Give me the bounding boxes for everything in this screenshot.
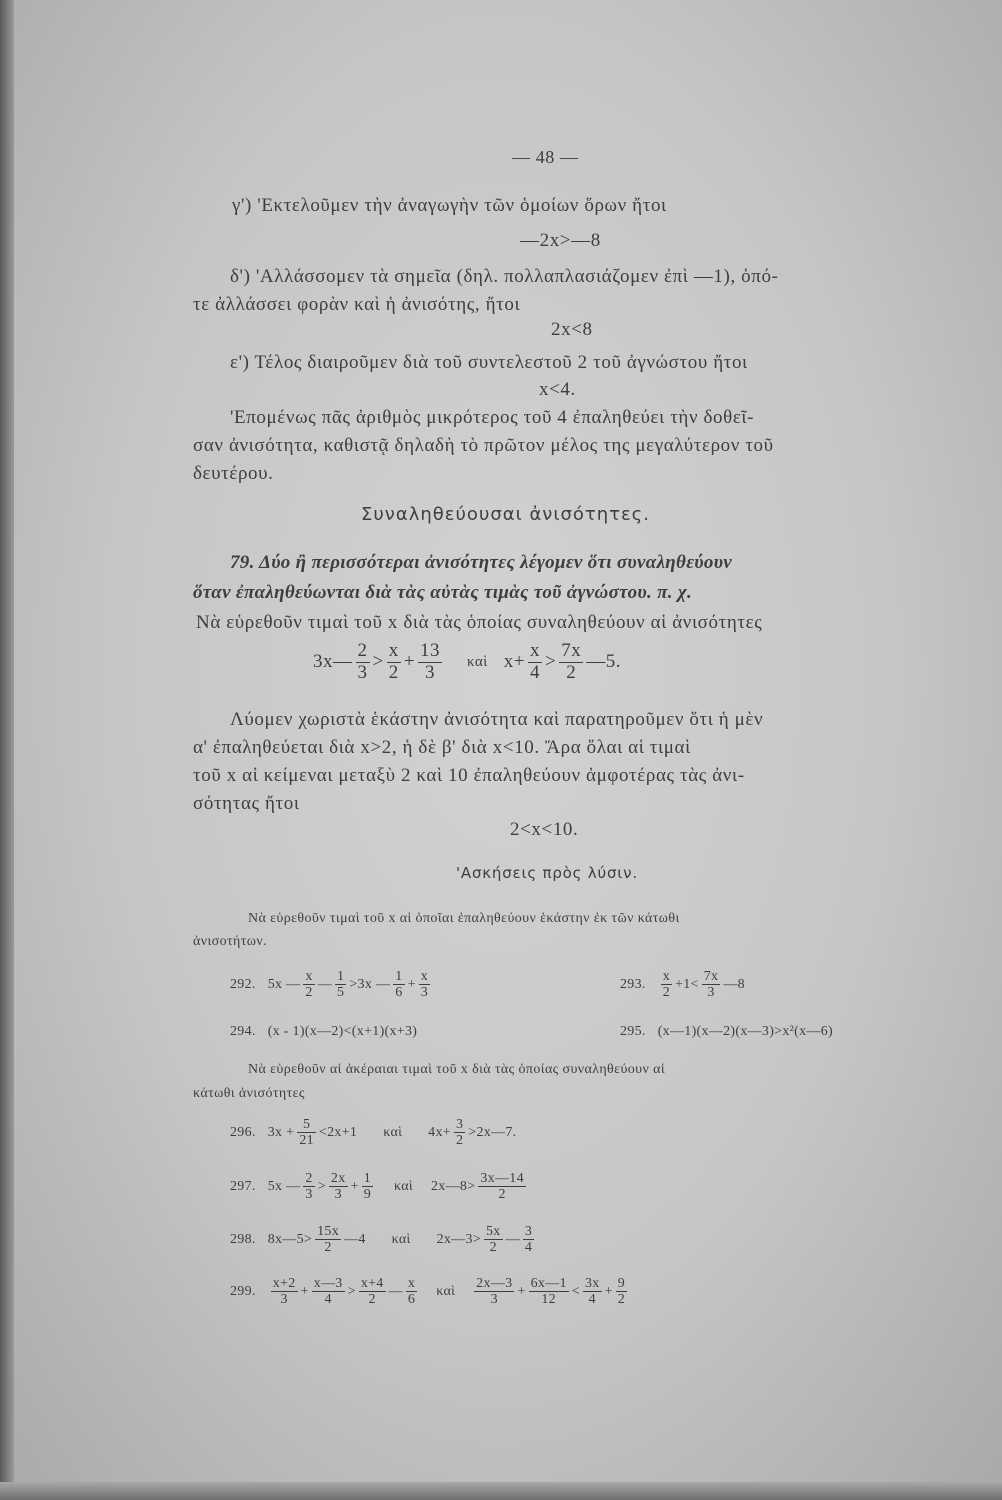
numerator: x+4 — [360, 1276, 384, 1291]
fraction — [393, 969, 404, 1001]
denominator: 6 — [395, 985, 403, 1001]
denominator: 3 — [334, 1187, 342, 1203]
ex-term: 3x + — [267, 1124, 295, 1140]
ex-term: > — [544, 651, 557, 673]
numerator: 3 — [524, 1224, 533, 1239]
denominator: 3 — [357, 661, 368, 683]
ex-term: — — [317, 976, 333, 992]
fraction — [484, 1224, 503, 1256]
ex-term: — — [388, 1283, 403, 1299]
solution-line-2: α' ἐπαληθεύεται διὰ x>2, ἡ δὲ β' διὰ x<10. Ἄρα ὅλαι αἱ τιμαὶ — [193, 737, 691, 758]
denominator: 21 — [299, 1133, 314, 1149]
fraction — [616, 1276, 627, 1308]
denominator: 2 — [455, 1133, 464, 1149]
step-gamma: γ') 'Εκτελοῦμεν τὴν ἀναγωγὴν τῶν ὁμοίων ὅρων ἤτοι — [232, 195, 667, 216]
ex-term: + — [350, 1178, 359, 1194]
exercise-number: 293. — [620, 976, 646, 992]
numerator: x — [420, 969, 429, 984]
numerator: 1 — [363, 1171, 372, 1186]
fraction — [356, 641, 370, 684]
denominator: 3 — [420, 985, 429, 1001]
denominator: 4 — [529, 661, 540, 683]
numerator: x—3 — [313, 1276, 343, 1291]
numerator: 2 — [357, 640, 368, 661]
denominator: 3 — [424, 661, 435, 683]
numerator: 7x — [703, 969, 719, 984]
example-inequalities — [313, 641, 621, 684]
fraction — [362, 1171, 373, 1203]
ex-term: < — [571, 1283, 580, 1299]
denominator: 2 — [388, 661, 399, 683]
ex-term: 4x+ — [428, 1124, 451, 1140]
step-epsilon: ε') Τέλος διαιροῦμεν διὰ τοῦ συντελεστοῦ 2 τοῦ ἀγνώστου ἤτοι — [230, 352, 748, 373]
fraction — [702, 969, 721, 1001]
numerator: 3x—14 — [480, 1171, 524, 1186]
ex-term: 5x — — [267, 976, 301, 992]
fraction — [315, 1224, 341, 1256]
example-intro: Νὰ εὑρεθοῦν τιμαὶ τοῦ x διὰ τὰς ὁποίας συναληθεύουν αἱ ἀνισότητες — [196, 612, 763, 633]
ex-term: 2x—3> — [436, 1231, 481, 1247]
ex-term: + — [300, 1283, 309, 1299]
fraction — [529, 1276, 569, 1308]
numerator: 2x — [330, 1171, 346, 1186]
ex-term: —4 — [344, 1231, 366, 1247]
numerator: 5x — [485, 1224, 501, 1239]
ex-term: 2x—8> — [430, 1178, 476, 1194]
denominator: 3 — [280, 1292, 288, 1308]
ex-term: —8 — [723, 976, 745, 992]
ex-term: 8x—5> — [267, 1231, 313, 1247]
denominator: 2 — [662, 985, 671, 1001]
ex-expression: (x—1)(x—2)(x—3)>x²(x—6) — [657, 1024, 833, 1039]
numerator: 3 — [455, 1117, 464, 1132]
equation-delta: 2x<8 — [551, 319, 593, 340]
solution-line-3: τοῦ x αἱ κείμεναι μεταξὺ 2 καὶ 10 ἐπαληθεύουν ἀμφοτέρας τὰς ἀνι- — [193, 765, 745, 786]
ex-term: +1< — [675, 976, 699, 992]
ex-term: — — [505, 1231, 520, 1247]
ex-kai: καὶ — [436, 1283, 456, 1299]
ex-term: > — [317, 1178, 326, 1194]
fraction — [418, 641, 442, 684]
ex-term: 3x— — [313, 651, 353, 673]
fraction — [454, 1117, 465, 1149]
denominator: 2 — [617, 1292, 626, 1308]
equation-gamma: —2x>—8 — [520, 230, 601, 251]
exercise-number: 295. — [620, 1024, 646, 1039]
section-title: Συναληθεύουσαι ἀνισότητες. — [361, 504, 650, 525]
exercise-number: 296. — [230, 1124, 256, 1140]
fraction — [474, 1276, 514, 1308]
numerator: 15x — [317, 1224, 340, 1239]
ex-term: >2x—7. — [468, 1124, 517, 1140]
exercise-number: 298. — [230, 1231, 256, 1247]
exercise-293 — [620, 969, 745, 1001]
numerator: x — [529, 640, 540, 661]
ex-term: > — [347, 1283, 356, 1299]
numerator: 2 — [305, 1171, 313, 1186]
fraction — [583, 1276, 602, 1308]
denominator: 2 — [368, 1292, 376, 1308]
ex-term: x+ — [503, 651, 525, 673]
denominator: 2 — [489, 1240, 497, 1256]
fraction — [387, 641, 401, 684]
instruction-2-line-2: κάτωθι ἀνισότητες — [193, 1086, 305, 1101]
denominator: 12 — [541, 1292, 556, 1308]
denominator: 4 — [324, 1292, 332, 1308]
definition-line-2: ὅταν ἐπαληθεύωνται διὰ τὰς αὐτὰς τιμὰς τοῦ ἀγνώστου. π. χ. — [193, 582, 693, 603]
exercise-292 — [230, 969, 433, 1001]
step-delta-line-1: δ') 'Αλλάσσομεν τὰ σημεῖα (δηλ. πολλαπλασιάζομεν ἐπὶ —1), ὁπό- — [230, 266, 779, 287]
fraction — [559, 641, 583, 684]
conclusion-line-3: δευτέρου. — [193, 463, 274, 484]
ex-term: >3x — — [349, 976, 391, 992]
denominator: 3 — [305, 1187, 313, 1203]
numerator: 1 — [395, 969, 403, 984]
instruction-1-line-2: ἀνισοτήτων. — [193, 934, 267, 949]
solution-line-1: Λύομεν χωριστὰ ἑκάστην ἀνισότητα καὶ παρατηροῦμεν ὅτι ἡ μὲν — [230, 709, 764, 730]
fraction — [303, 969, 314, 1001]
instruction-2-line-1: Νὰ εὑρεθοῦν αἱ ἀκέραιαι τιμαὶ τοῦ x διὰ τὰς ὁποίας συναληθεύουν αἱ — [248, 1062, 666, 1077]
page-number: — 48 — — [512, 147, 579, 167]
exercise-number: 294. — [230, 1024, 256, 1039]
exercise-297 — [230, 1171, 529, 1203]
fraction — [528, 641, 542, 684]
exercises-title: 'Ασκήσεις πρὸς λύσιν. — [456, 864, 638, 882]
denominator: 3 — [490, 1292, 498, 1308]
fraction — [523, 1224, 534, 1256]
denominator: 2 — [305, 985, 313, 1001]
conclusion-line-2: σαν ἀνισότητα, καθιστᾷ δηλαδὴ τὸ πρῶτον μέλος της μεγαλύτερον τοῦ — [193, 435, 774, 456]
ex-term: + — [403, 651, 415, 673]
numerator: x+2 — [272, 1276, 296, 1291]
denominator: 4 — [524, 1240, 533, 1256]
ex-term: 5x — — [267, 1178, 301, 1194]
ex-term: + — [604, 1283, 613, 1299]
step-delta-line-2: τε ἀλλάσσει φορὰν καὶ ἡ ἀνισότης, ἤτοι — [193, 294, 521, 315]
fraction — [406, 1276, 417, 1308]
exercise-number: 297. — [230, 1178, 256, 1194]
equation-epsilon: x<4. — [539, 379, 576, 400]
ex-kai: καὶ — [394, 1178, 413, 1194]
fraction — [329, 1171, 348, 1203]
exercise-298 — [230, 1224, 537, 1256]
exercise-299 — [230, 1276, 630, 1308]
definition-line-1: 79. Δύο ἢ περισσότεραι ἀνισότητες λέγομεν ὅτι συναληθεύουν — [230, 552, 733, 573]
ex-kai: καὶ — [383, 1124, 403, 1140]
ex-term: > — [372, 651, 384, 673]
numerator: 5 — [297, 1117, 316, 1133]
fraction — [661, 969, 672, 1001]
fraction — [303, 1171, 314, 1203]
denominator: 2 — [566, 661, 577, 683]
exercise-number: 292. — [230, 976, 256, 992]
numerator: x — [407, 1276, 416, 1291]
ex-term: + — [517, 1283, 526, 1299]
page-left-edge-shadow — [0, 0, 14, 1500]
numerator: x — [305, 969, 313, 984]
exercise-295 — [620, 1024, 833, 1040]
denominator: 4 — [588, 1292, 596, 1308]
exercise-number: 299. — [230, 1283, 256, 1299]
numerator: 7x — [561, 640, 582, 661]
numerator: x — [662, 969, 671, 984]
exercise-296 — [230, 1117, 516, 1149]
ex-term: —5. — [586, 651, 621, 673]
fraction — [271, 1276, 298, 1308]
solution-equation: 2<x<10. — [510, 819, 579, 840]
denominator: 2 — [324, 1240, 332, 1256]
ex-expression: (x - 1)(x—2)<(x+1)(x+3) — [267, 1024, 418, 1039]
numerator: x — [388, 640, 399, 661]
conclusion-line-1: 'Επομένως πᾶς ἀριθμὸς μικρότερος τοῦ 4 ἐπαληθεύει τὴν δοθεῖ- — [230, 407, 755, 428]
fraction — [478, 1171, 526, 1203]
numerator: 6x—1 — [530, 1276, 567, 1291]
denominator: 6 — [407, 1292, 416, 1308]
solution-line-4: σότητας ἤτοι — [193, 793, 300, 814]
numerator: 1 — [337, 969, 345, 984]
fraction — [312, 1276, 345, 1308]
ex-term: + — [407, 976, 416, 992]
exercise-294 — [230, 1024, 417, 1040]
ex-kai: καὶ — [466, 653, 488, 670]
denominator: 5 — [337, 985, 345, 1001]
ex-term: <2x+1 — [318, 1124, 358, 1140]
numerator: 13 — [419, 640, 440, 661]
denominator: 9 — [363, 1187, 372, 1203]
ex-kai: καὶ — [391, 1231, 411, 1247]
fraction — [297, 1117, 316, 1149]
numerator: 9 — [617, 1276, 626, 1291]
fraction — [419, 969, 430, 1001]
page-bottom-edge-shadow — [0, 1482, 1002, 1500]
numerator: 2x—3 — [476, 1276, 513, 1291]
fraction — [359, 1276, 386, 1308]
numerator: 3x — [584, 1276, 600, 1291]
denominator: 3 — [707, 985, 715, 1001]
instruction-1-line-1: Νὰ εὑρεθοῦν τιμαὶ τοῦ x αἱ ὁποῖαι ἐπαληθεύουν ἑκάστην ἐκ τῶν κάτωθι — [248, 911, 680, 926]
denominator: 2 — [498, 1187, 506, 1203]
fraction — [335, 969, 346, 1001]
